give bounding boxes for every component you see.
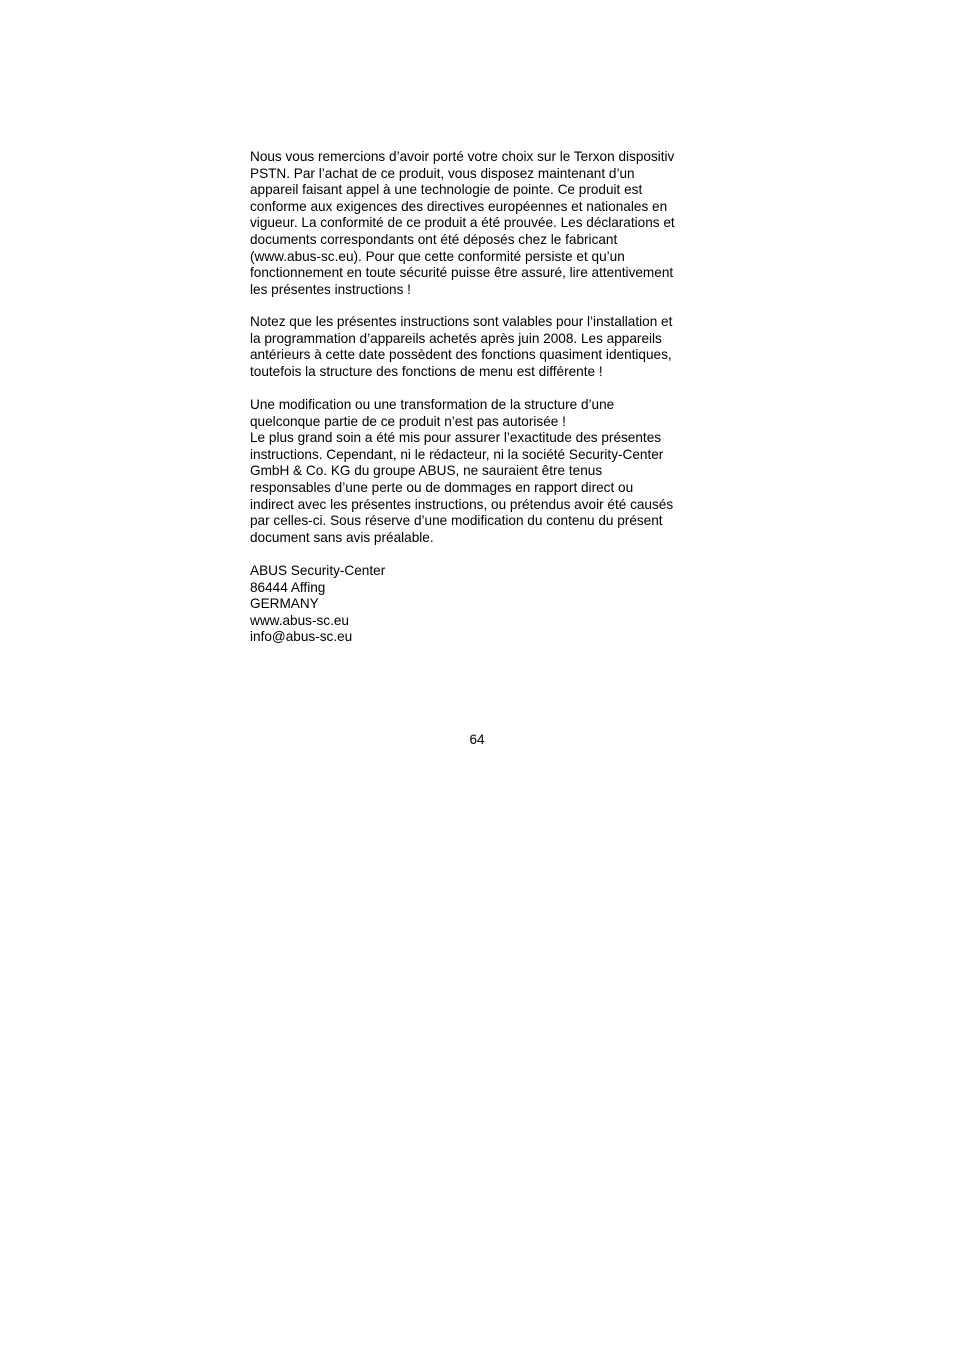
paragraph-disclaimer: Une modification ou une transformation de la structure d’une quelconque partie de ce produit n’est pas autorisée ! Le plus grand soin a été mis pour assurer l’exactitude des présentes instructions. Cependant, ni le rédacteur, ni la société Security-Center GmbH & Co. KG du groupe ABUS, ne sauraient être tenus responsables d’une perte ou de dommages en rapport direct ou indirect avec les présentes instructions, ou prétendus avoir été causés par celles-ci. Sous réserve d’une modification du contenu du présent document sans avis préalable. — [250, 397, 674, 545]
company-address — [250, 563, 385, 646]
paragraph-validity-note: Notez que les présentes instructions sont valables pour l’installation et la programmation d’appareils achetés après juin 2008. Les appareils antérieurs à cette date possèdent des fonctions quasiment identiques, toutefois la structure des fonctions de menu est différente ! — [250, 314, 673, 379]
address-country: GERMANY — [250, 596, 319, 612]
address-website: www.abus-sc.eu — [250, 612, 349, 628]
address-company: ABUS Security-Center — [250, 563, 386, 578]
address-city: 86444 Affing — [250, 579, 326, 595]
page-number: 64 — [469, 732, 485, 747]
paragraph-thanks: Nous vous remercions d’avoir porté votre choix sur le Terxon dispositiv PSTN. Par l’achat de ce produit, vous disposez maintenant d’un appareil faisant appel à une technologie de pointe. Ce produit est conforme aux exigences des directives européennes et nationales en vigueur. La conformité de ce produit a été prouvée. Les déclarations et documents correspondants ont été déposés chez le fabricant (www.abus-sc.eu). Pour que cette conformité persiste et qu’un fonctionnement en toute sécurité puisse être assuré, lire attentivement les présentes instructions ! — [250, 149, 675, 297]
address-email: info@abus-sc.eu — [250, 629, 353, 645]
